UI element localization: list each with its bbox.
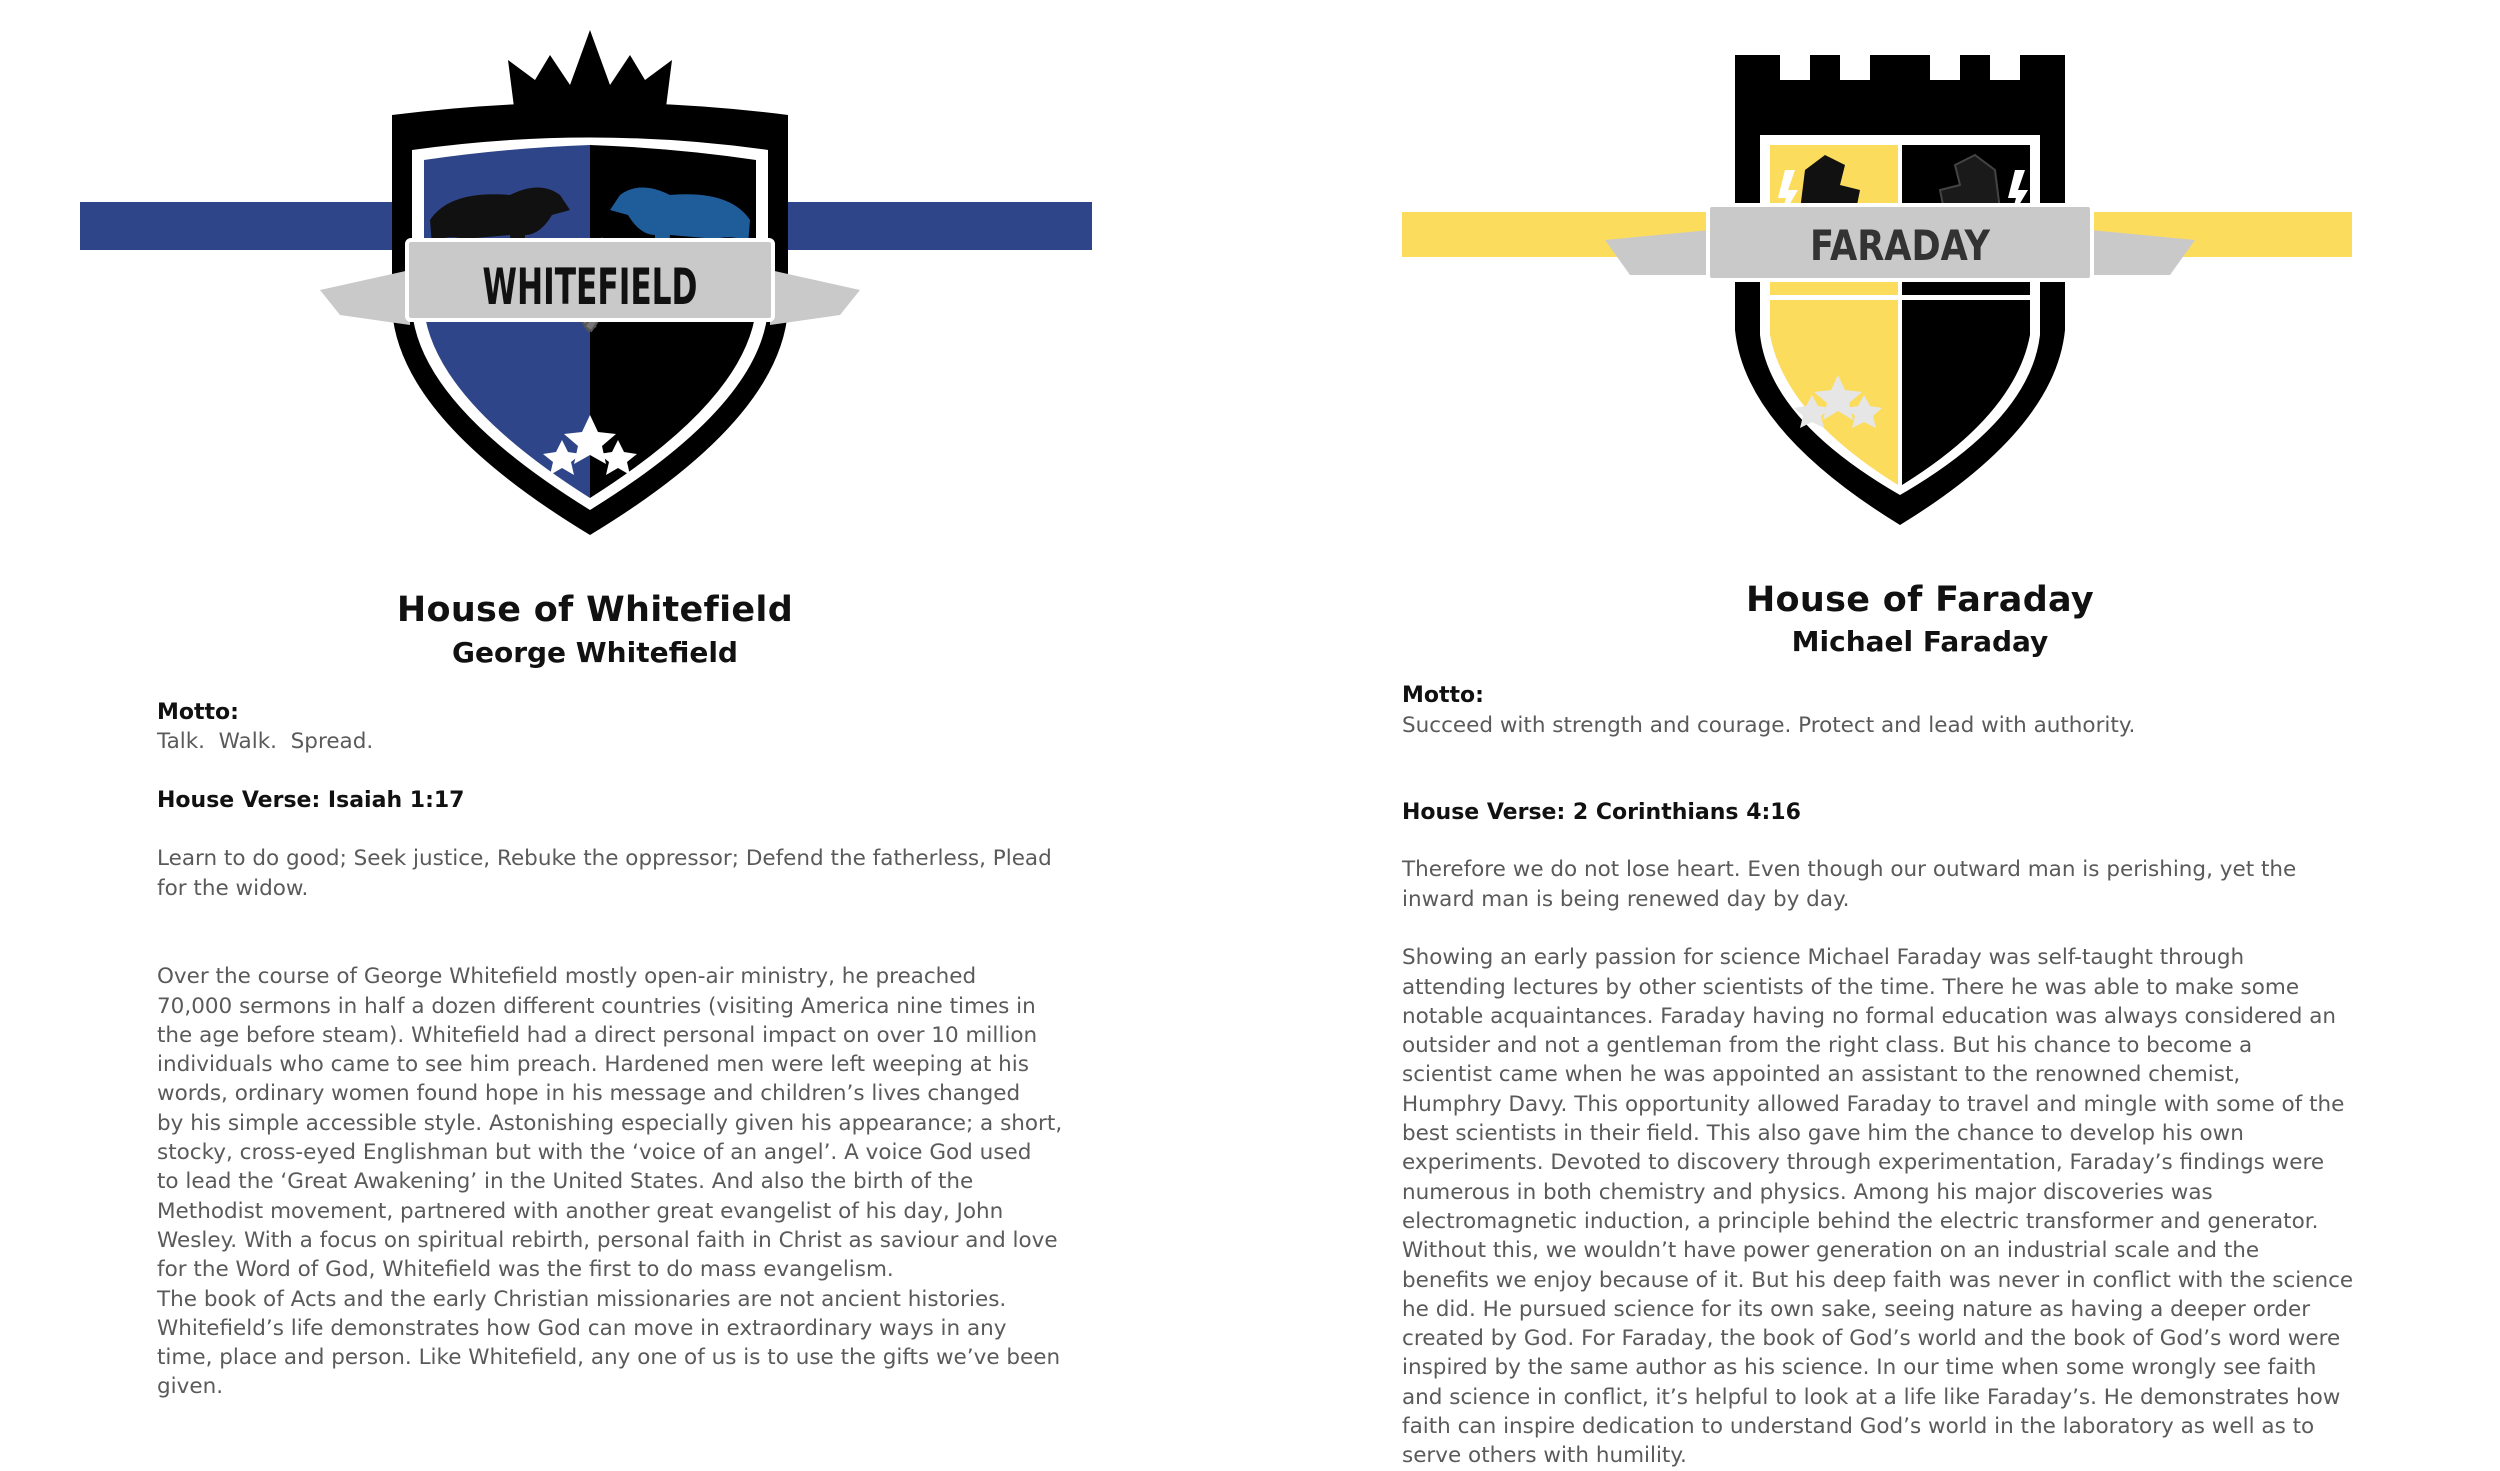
crown-icon [508, 30, 672, 115]
whitefield-motto-label: Motto: [157, 700, 239, 725]
faraday-motto-label: Motto: [1402, 683, 1484, 708]
faraday-motto: Succeed with strength and courage. Protect and lead with authority. [1402, 713, 2136, 738]
whitefield-section [0, 0, 1250, 1458]
faraday-verse-label: House Verse: 2 Corinthians 4:16 [1402, 800, 1801, 825]
faraday-section [1250, 0, 2500, 1469]
faraday-founder: Michael Faraday [1791, 625, 2049, 658]
whitefield-founder: George Whitefield [452, 636, 738, 669]
whitefield-verse: Learn to do good; Seek justice, Rebuke the oppressor; Defend the fatherless, Plead for the widow. [157, 846, 1052, 901]
faraday-bio: Showing an early passion for science Michael Faraday was self-taught through attending lectures by other scientists of the time. There he was able to make some notable acquaintances. Faraday having no formal education was always considered an outsider and not a gentleman from the right class. But his chance to become a scientist came when he was appointed an assistant to the renowned chemist, Humphry Davy. This opportunity allowed Faraday to travel and mingle with some of the best scientists in their field. This also gave him the chance to develop his own experiments. Devoted to discovery through experimentation, Faraday’s findings were numerous in both chemistry and physics. Among his major discoveries was electromagnetic induction, a principle behind the electric transformer and generator. Without this, we wouldn’t have power generation on an industrial scale and the benefits we enjoy because of it. But his deep faith was never in conflict with the science he did. He pursued science for its own sake, seeing nature as having a deeper order created by God. For Faraday, the book of God’s world and the book of God’s word were inspired by the same author as his science. In our time when some wrongly see faith and science in conflict, it’s helpful to look at a life like Faraday’s. He demonstrates how faith can inspire dedication to understand God’s world in the laboratory as well as to serve others with humility. [1402, 945, 2354, 1469]
faraday-crest-name: FARADAY [1810, 221, 1991, 270]
faraday-verse: Therefore we do not lose heart. Even though our outward man is perishing, yet the inward man is being renewed day by day. [1402, 857, 2297, 912]
whitefield-crest [300, 20, 880, 540]
whitefield-title: House of Whitefield [396, 590, 794, 630]
whitefield-verse-label: House Verse: Isaiah 1:17 [157, 788, 465, 813]
faraday-title: House of Faraday [1745, 580, 2095, 620]
whitefield-crest-name: WHITEFIELD [482, 258, 698, 316]
faraday-crest [1600, 50, 2200, 540]
whitefield-motto: Talk. Walk. Spread. [157, 729, 374, 754]
whitefield-bio: Over the course of George Whitefield mostly open-air ministry, he preached 70,000 sermons in half a dozen different countries (visiting America nine times in the age before steam). Whitefield had a direct personal impact on over 10 million individuals who came to see him preach. Hardened men were left weeping at his words, ordinary women found hope in his message and children’s lives changed by his simple accessible style. Astonishing especially given his appearance; a short, stocky, cross-eyed Englishman but with the ‘voice of an angel’. A voice God used to lead the ‘Great Awakening’ in the United States. And also the birth of the Methodist movement, partnered with another great evangelist of his day, John Wesley. With a focus on spiritual rebirth, personal faith in Christ as saviour and love for the Word of God, Whitefield was the first to do mass evangelism. The book of Acts and the early Christian missionaries are not ancient histories. Whitefield’s life demonstrates how God can move in extraordinary ways in any time, place and person. Like Whitefield, any one of us is to use the gifts we’ve been given. [157, 964, 1063, 1400]
